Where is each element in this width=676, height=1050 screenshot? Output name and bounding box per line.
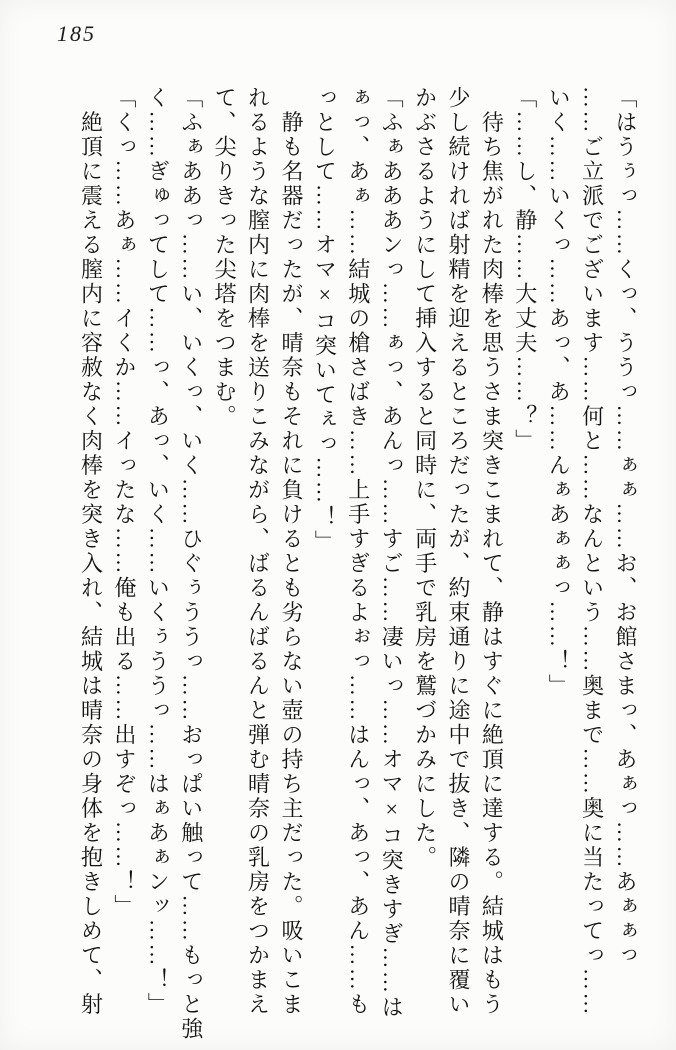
text-column-3: いく……いくっ……あっ、あ……んぁあぁぁっ……！」 [546,86,572,699]
text-column-1: 「はうぅっ……くっ、ううっ……ぁぁ……お、お館さまっ、あぁっ……あぁぁっ [613,86,638,968]
text-column-14: 「ふぁああっ……い、いくっ、いく……ひぐぅううっ……おっぱい触って……もっと強 [178,86,204,1042]
page-number: 185 [57,21,96,46]
text-column-11: 静も名器だったが、晴奈もそれに負けるとも劣らない壺の持ち主だった。吸いこま [278,86,304,1017]
text-column-13: て、尖りきった尖塔をつまむ。 [212,86,238,429]
text-column-9: ぁっ、あぁ……結城の槍さばき……上手すぎるよぉっ……はんっ、あっ、あん……も [345,86,371,1017]
vertical-text-area [74,86,642,1042]
text-column-6: 少し続ければ射精を迎えるところだったが、約束通りに途中で抜き、隣の晴奈に覆い [445,86,471,1017]
text-column-17: 絶頂に震える膣内に容赦なく肉棒を突き入れ、結城は晴奈の身体を抱きしめて、射 [78,86,104,1017]
text-column-5: 待ち焦がれた肉棒を思うさま突きこまれて、静はすぐに絶頂に達する。結城はもう [479,86,505,1017]
text-column-8: 「ふぁあああンっ……ぁっ、あんっ……すご……凄いっ……オマ×コ突きすぎ……は [379,86,405,1020]
text-column-4: 「……し、静……大丈夫……？」 [512,86,538,454]
text-column-12: れるような膣内に肉棒を送りこみながら、ばるんばるんと弾む晴奈の乳房をつかまえ [245,86,271,1017]
text-column-16: 「くっ……あぁ……イくか……イったな……俺も出る……出すぞっ……！」 [111,86,137,919]
text-column-10: っとして……オマ×コ突いてぇっ……！」 [312,86,338,555]
text-column-15: く……ぎゅってして……っ、あっ、いく……いくぅううっ……はぁあぁンッ……！」 [145,86,171,1017]
text-column-7: かぶさるようにして挿入すると同時に、両手で乳房を鷲づかみにした。 [412,86,438,870]
text-column-2: ……ご立派でございます……何と……なんという……奥まで……奥に当たってっ…… [579,86,605,1017]
